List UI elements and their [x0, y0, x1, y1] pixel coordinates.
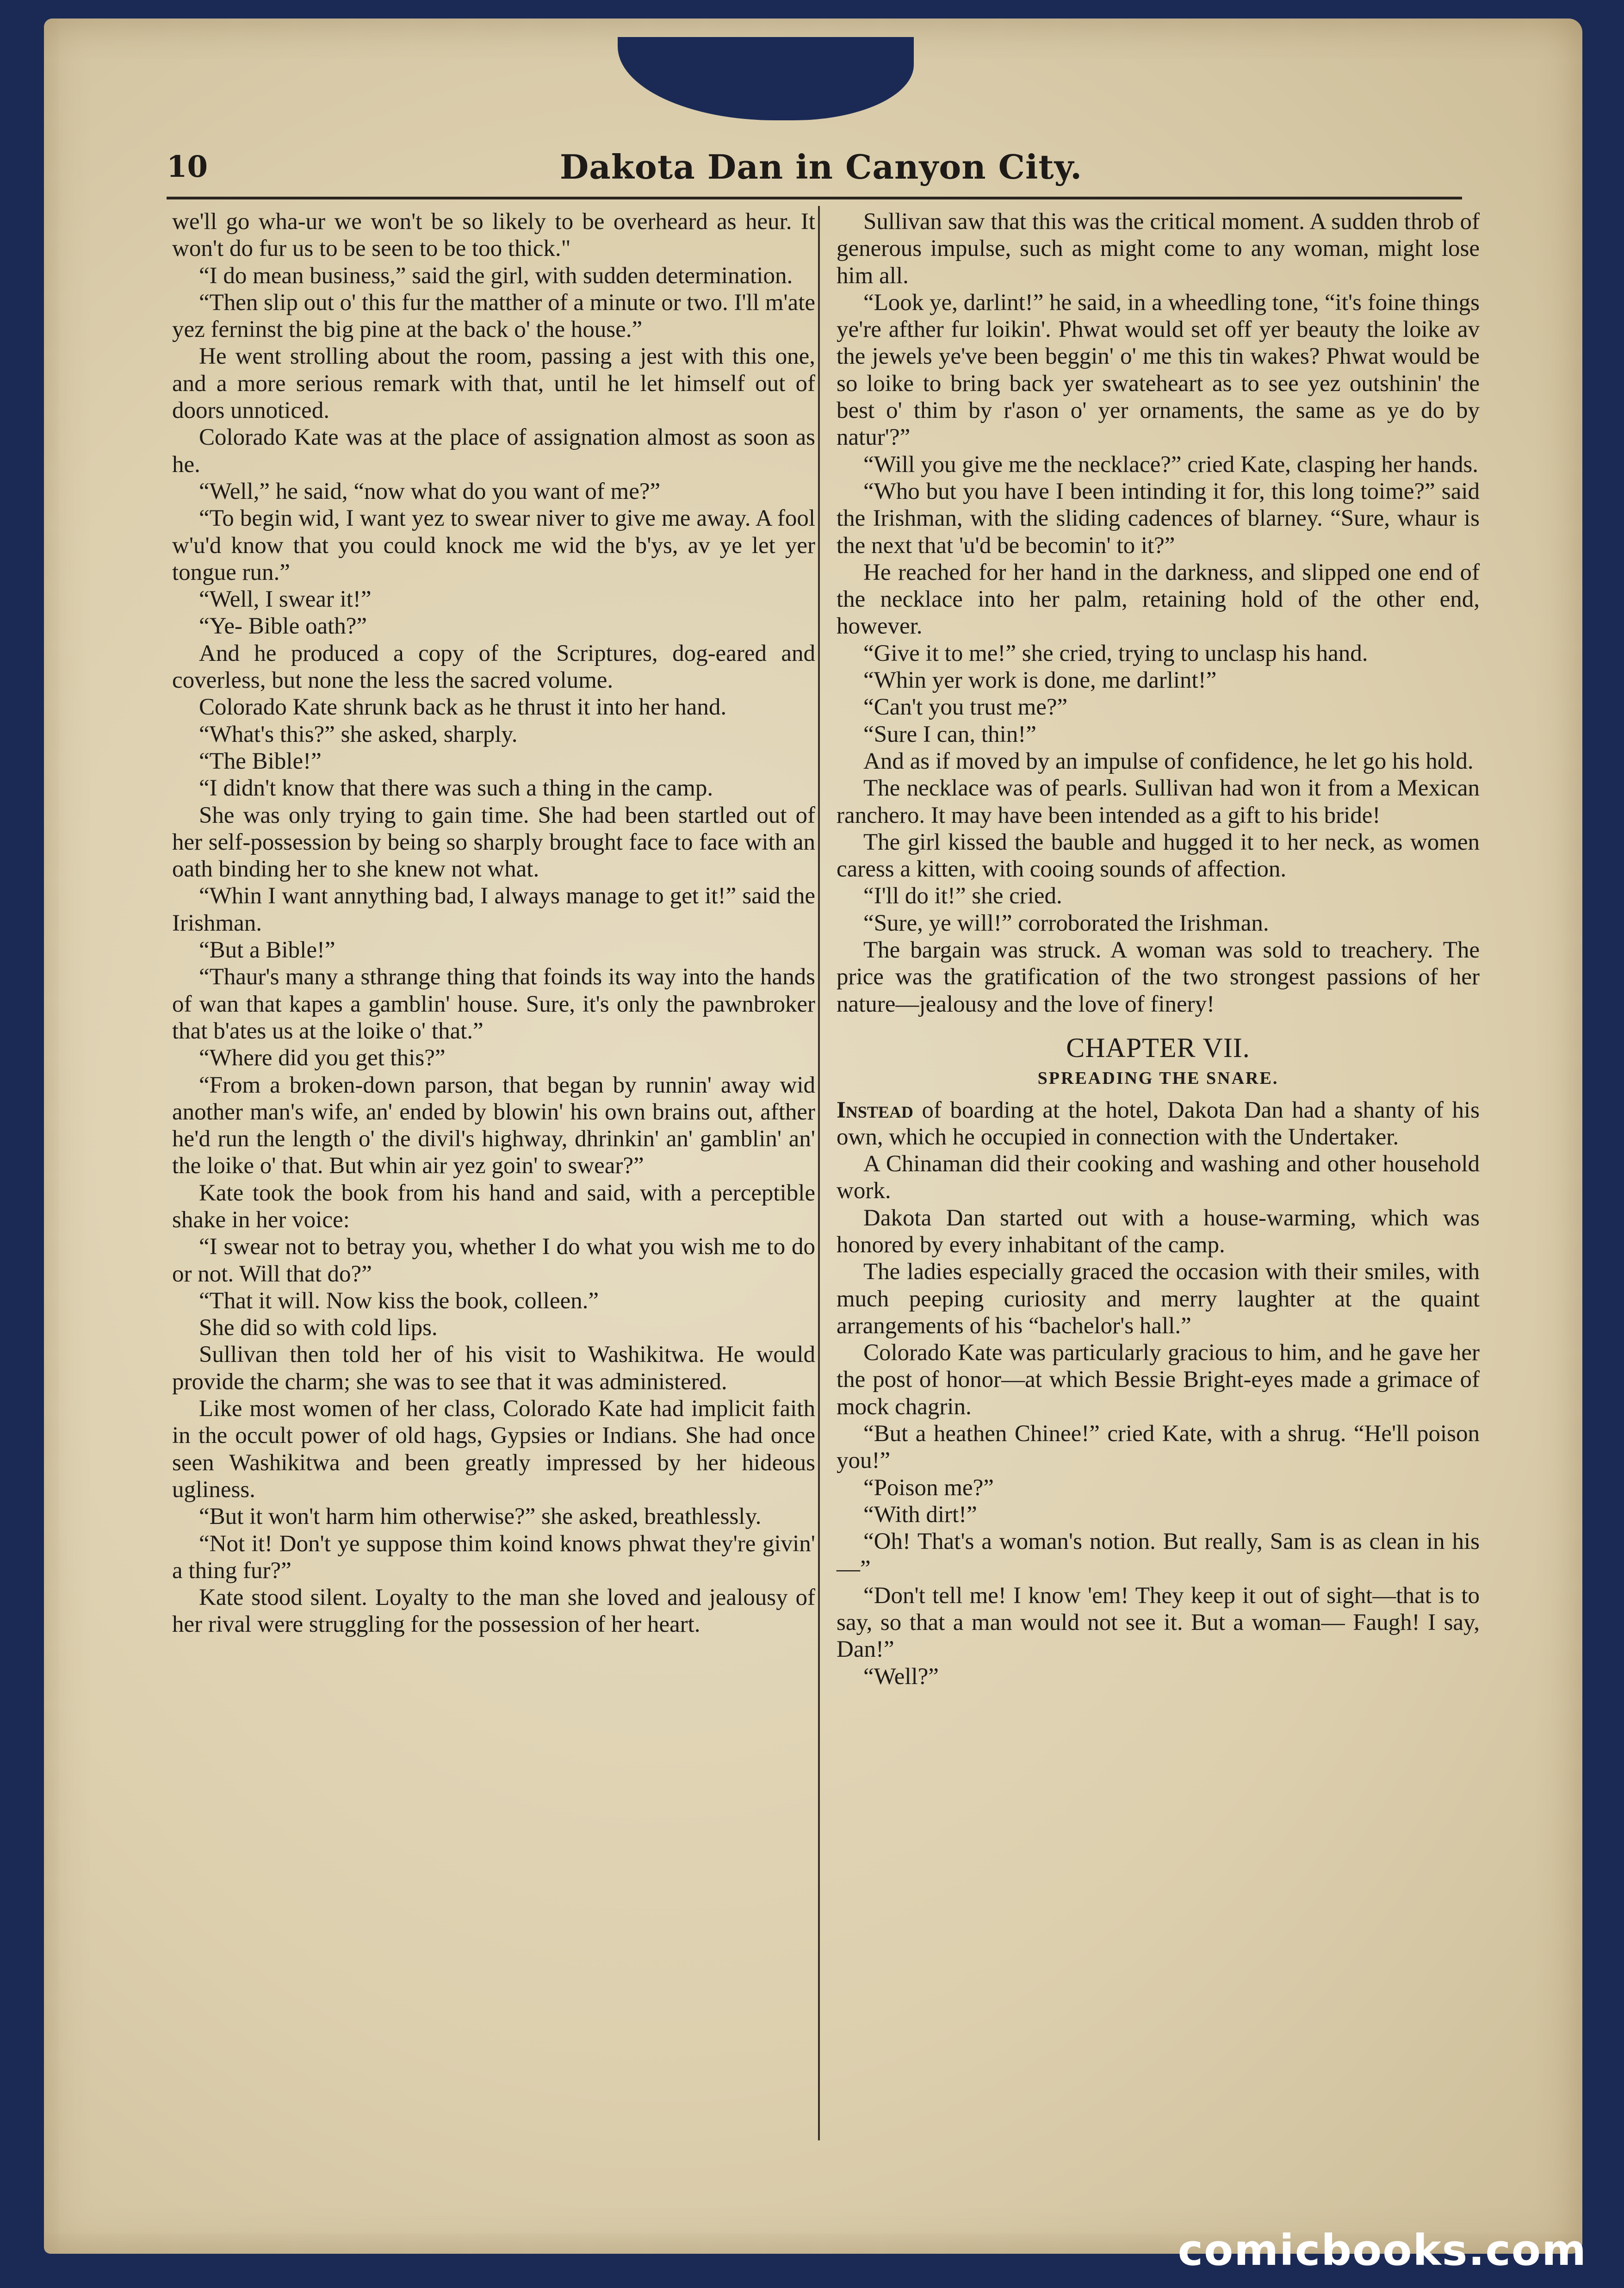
paragraph: “The Bible!” [199, 748, 322, 774]
paragraph: “Will you give me the necklace?” cried Kate, clasping her hands. [863, 451, 1479, 478]
paragraph: “Who but you have I been intinding it for, this long toime?” said the Irishman, with the sliding cadences of blarney. “Sure, whaur is the next that 'u'd be becomin' to it?” [837, 478, 1480, 559]
paragraph: The bargain was struck. A woman was sold to treachery. The price was the gratification of the two strongest passions of her nature—jealousy and the love of finery! [837, 937, 1480, 1017]
left-column [172, 208, 815, 1638]
paragraph: “But a Bible!” [199, 937, 335, 964]
paragraph: “What's this?” she asked, sharply. [199, 721, 518, 747]
paragraph: “Not it! Don't ye suppose thim koind knows phwat they're givin' a thing fur?” [172, 1530, 815, 1584]
paragraph: “Then slip out o' this fur the matther of a minute or two. I'll m'ate yez ferninst the big pine at the back o' the house.” [172, 289, 816, 343]
right-column-text-after-chapter [837, 1150, 1480, 1690]
watermark: comicbooks.com [1178, 2226, 1587, 2275]
paragraph: “Sure, ye will!” corroborated the Irishman. [863, 910, 1269, 936]
chapter-subtitle: SPREADING THE SNARE. [1037, 1069, 1279, 1088]
paragraph: “With dirt!” [863, 1501, 977, 1528]
paragraph: Kate took the book from his hand and said, with a perceptible shake in her voice: [172, 1180, 815, 1233]
chapter-opening-paragraph [837, 1097, 1480, 1151]
paragraph: The ladies especially graced the occasion with their smiles, with much peeping curiosity and merry laughter at the quaint arrangements of his “bachelor's hall.” [837, 1259, 1480, 1339]
paragraph: “I'll do it!” she cried. [863, 883, 1062, 909]
paragraph: “Well, I swear it!” [199, 586, 372, 613]
paragraph: Colorado Kate was at the place of assignation almost as soon as he. [172, 424, 815, 478]
paragraph: “Whin I want annything bad, I always manage to get it!” said the Irishman. [172, 883, 815, 936]
paragraph: And as if moved by an impulse of confidence, he let go his hold. [863, 748, 1474, 774]
page-header [167, 139, 1462, 194]
paragraph: “I swear not to betray you, whether I do what you wish me to do or not. Will that do?” [172, 1234, 815, 1287]
paragraph: “Don't tell me! I know 'em! They keep it out of sight—that is to say, so that a man would not see it. But a woman— Faugh! I say, Dan!” [837, 1582, 1480, 1663]
paragraph: He reached for her hand in the darkness, and slipped one end of the necklace into her palm, retaining hold of the other end, however. [837, 559, 1480, 640]
paragraph: “Look ye, darlint!” he said, in a wheedling tone, “it's foine things ye're afther fur loikin'. Phwat would set off yer beauty the loike av the jewels ye've been beggin' o' me this tin wakes? Phwat would be so loike to bring back yer swateheart as to see yez outshinin' the best o' thim by r'ason o' yer ornaments, the same as ye do by natur'?” [837, 289, 1480, 451]
right-column [837, 208, 1480, 1690]
paragraph: Dakota Dan started out with a house-warming, which was honored by every inhabitant of the camp. [837, 1205, 1480, 1258]
paragraph: Kate stood silent. Loyalty to the man she loved and jealousy of her rival were struggling for the possession of her heart. [172, 1585, 815, 1638]
paragraph: Like most women of her class, Colorado Kate had implicit faith in the occult power of old hags, Gypsies or Indians. She had once seen Washikitwa and been greatly impressed by her hideous ugliness. [172, 1396, 815, 1503]
paragraph: “Can't you trust me?” [863, 694, 1068, 721]
paragraph: “Whin yer work is done, me darlint!” [863, 667, 1217, 694]
paragraph: He went strolling about the room, passing a jest with this one, and a more serious remark with that, until he let himself out of doors unnoticed. [172, 343, 815, 424]
chapter-opening-text: of boarding at the hotel, Dakota Dan had a shanty of his own, which he occupied in connection with the Undertaker. [837, 1097, 1480, 1150]
paragraph: The girl kissed the bauble and hugged it to her neck, as women caress a kitten, with cooing sounds of affection. [837, 829, 1480, 883]
paragraph: “But a heathen Chinee!” cried Kate, with a shrug. “He'll poison you!” [837, 1421, 1480, 1474]
page-number: 10 [167, 149, 208, 184]
chapter-title: CHAPTER VII. [1066, 1032, 1250, 1063]
paragraph: The necklace was of pearls. Sullivan had won it from a Mexican ranchero. It may have been intended as a gift to his bride! [837, 775, 1480, 828]
paragraph: “From a broken-down parson, that began by runnin' away wid another man's wife, an' ended by blowin' his own brains out, afther he'd run the length o' the divil's highway, dhrinkin' an' gamblin' an' the loike o' that. But whin air yez goin' to swear?” [172, 1072, 815, 1179]
paragraph: “To begin wid, I want yez to swear niver to give me away. A fool w'u'd know that you could knock me wid the b'ys, av ye let yer tongue run.” [172, 505, 815, 585]
right-column-text-before-chapter [837, 208, 1480, 1018]
paragraph: Colorado Kate was particularly gracious to him, and he gave her the post of honor—at which Bessie Bright-eyes made a grimace of mock chagrin. [837, 1340, 1480, 1420]
paragraph: Sullivan then told her of his visit to Washikitwa. He would provide the charm; she was to see that it was administered. [172, 1342, 815, 1395]
paragraph: “That it will. Now kiss the book, colleen.” [199, 1287, 599, 1314]
chapter-opening-word: Instead [837, 1097, 913, 1123]
paragraph: And he produced a copy of the Scriptures, dog-eared and coverless, but none the less the sacred volume. [172, 640, 815, 694]
paragraph: Sullivan saw that this was the critical moment. A sudden throb of generous impulse, such as might come to any woman, might lose him all. [837, 209, 1480, 289]
paragraph: “Ye- Bible oath?” [199, 613, 367, 640]
paragraph: A Chinaman did their cooking and washing and other household work. [837, 1151, 1480, 1204]
paragraph: “Oh! That's a woman's notion. But really, Sam is as clean in his—” [837, 1529, 1480, 1582]
paragraph: “Poison me?” [863, 1474, 994, 1501]
torn-edge [618, 37, 914, 120]
paragraph: She was only trying to gain time. She had been startled out of her self-possession by being so sharply brought face to face with an oath binding her to she knew not what. [172, 802, 815, 883]
paragraph: She did so with cold lips. [199, 1315, 438, 1341]
paragraph: we'll go wha-ur we won't be so likely to be overheard as heur. It won't do fur us to be seen to be too thick." [172, 209, 815, 262]
paragraph: “Well,” he said, “now what do you want of me?” [199, 478, 661, 504]
running-title: Dakota Dan in Canyon City. [559, 147, 1083, 187]
paragraph: “I do mean business,” said the girl, with sudden determination. [199, 262, 793, 289]
paragraph: “Sure I can, thin!” [863, 721, 1036, 747]
paragraph: “But it won't harm him otherwise?” she asked, breathlessly. [199, 1504, 762, 1530]
paragraph: “Give it to me!” she cried, trying to unclasp his hand. [863, 640, 1368, 666]
paragraph: “Where did you get this?” [199, 1045, 446, 1071]
column-divider [818, 206, 820, 2140]
paragraph: “Well?” [863, 1663, 939, 1690]
paragraph: Colorado Kate shrunk back as he thrust it into her hand. [199, 694, 727, 721]
paragraph: “Thaur's many a sthrange thing that foinds its way into the hands of wan that kapes a gamblin' house. Sure, it's only the pawnbroker that b'ates us at the loike o' that.” [172, 964, 815, 1044]
header-rule [167, 197, 1462, 199]
paragraph: “I didn't know that there was such a thing in the camp. [199, 775, 713, 802]
